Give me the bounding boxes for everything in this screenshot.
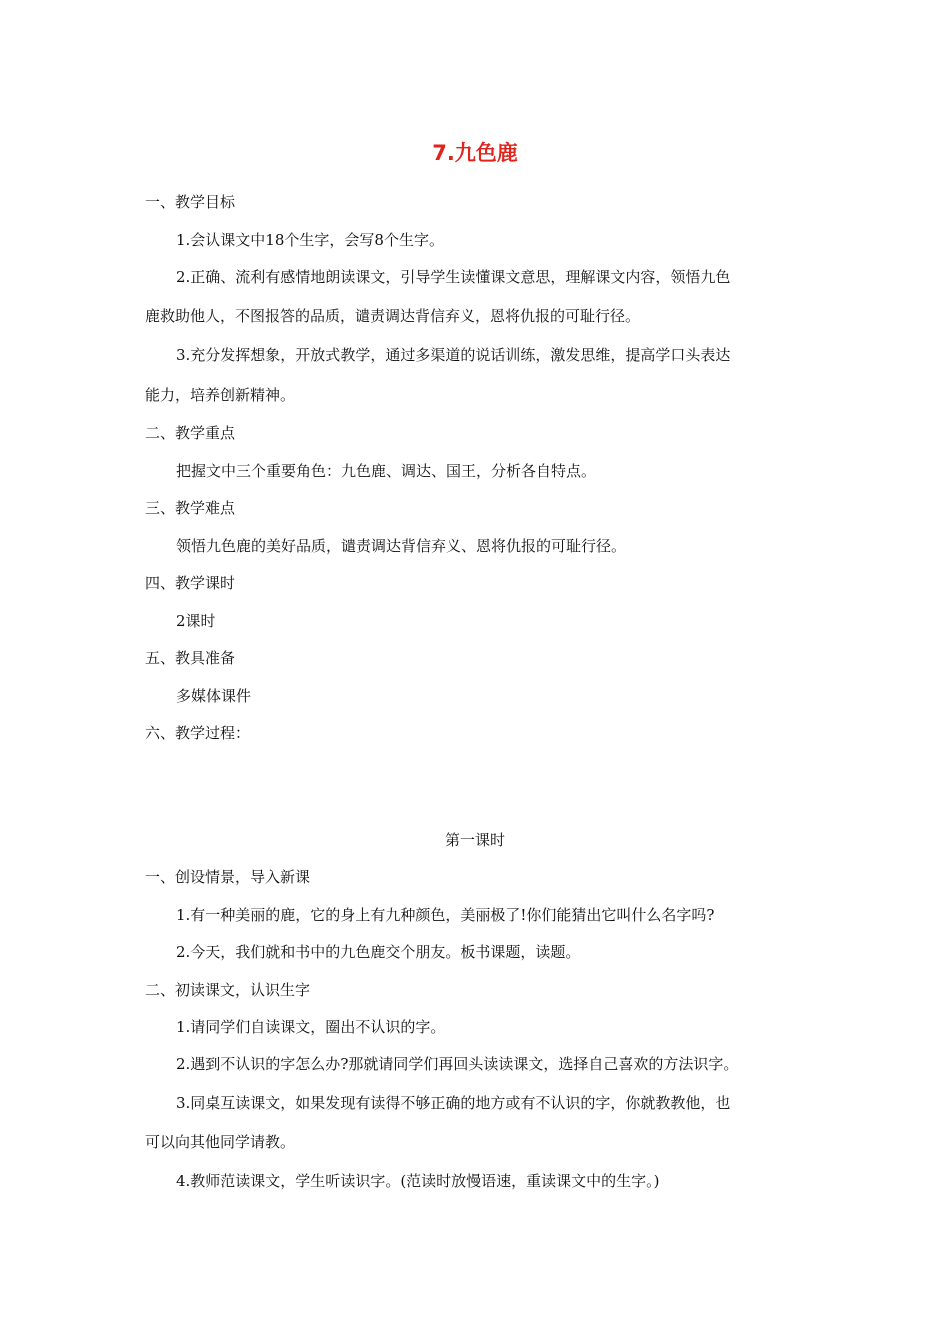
- teaching-aids-text: 多媒体课件: [176, 687, 252, 705]
- goal-item-2: 2.正确、流利有感情地朗读课文，引导学生读懂课文意思，理解课文内容，领悟九色: [176, 268, 731, 286]
- step-two-heading: 二、初读课文，认识生字: [145, 981, 311, 999]
- step-one-item-1: 1.有一种美丽的鹿，它的身上有九种颜色，美丽极了!你们能猜出它叫什么名字吗?: [176, 906, 715, 924]
- goal-item-2-cont: 鹿救助他人，不图报答的品质，谴责调达背信弃义，恩将仇报的可耻行径。: [145, 307, 641, 325]
- step-one-item-2: 2.今天，我们就和书中的九色鹿交个朋友。板书课题，读题。: [176, 943, 581, 961]
- step-two-item-3-cont: 可以向其他同学请教。: [145, 1133, 296, 1151]
- heading-key-points: 二、教学重点: [145, 424, 236, 442]
- difficulties-text: 领悟九色鹿的美好品质，谴责调达背信弃义、恩将仇报的可耻行径。: [176, 537, 627, 555]
- step-one-heading: 一、创设情景，导入新课: [145, 868, 311, 886]
- goal-item-3-cont: 能力，培养创新精神。: [145, 386, 296, 404]
- key-points-text: 把握文中三个重要角色：九色鹿、调达、国王，分析各自特点。: [176, 462, 597, 480]
- step-two-item-3: 3.同桌互读课文，如果发现有读得不够正确的地方或有不认识的字，你就教教他，也: [176, 1094, 731, 1112]
- step-two-item-4: 4.教师范读课文，学生听读识字。(范读时放慢语速，重读课文中的生字。): [176, 1172, 660, 1190]
- step-two-item-2: 2.遇到不认识的字怎么办?那就请同学们再回头读读课文，选择自己喜欢的方法识字。: [176, 1055, 739, 1073]
- heading-difficulties: 三、教学难点: [145, 499, 236, 517]
- document-title: 7.九色鹿: [432, 141, 518, 165]
- goal-item-1: 1.会认课文中18个生字，会写8个生字。: [176, 231, 444, 249]
- step-two-item-1: 1.请同学们自读课文，圈出不认识的字。: [176, 1018, 446, 1036]
- lesson-one-heading: 第一课时: [444, 831, 505, 849]
- heading-teaching-process: 六、教学过程：: [145, 724, 251, 742]
- heading-class-hours: 四、教学课时: [145, 574, 236, 592]
- heading-teaching-aids: 五、教具准备: [145, 649, 236, 667]
- class-hours-text: 2课时: [176, 612, 216, 630]
- goal-item-3: 3.充分发挥想象，开放式教学，通过多渠道的说话训练，激发思维，提高学口头表达: [176, 346, 731, 364]
- heading-teaching-goals: 一、教学目标: [145, 193, 236, 211]
